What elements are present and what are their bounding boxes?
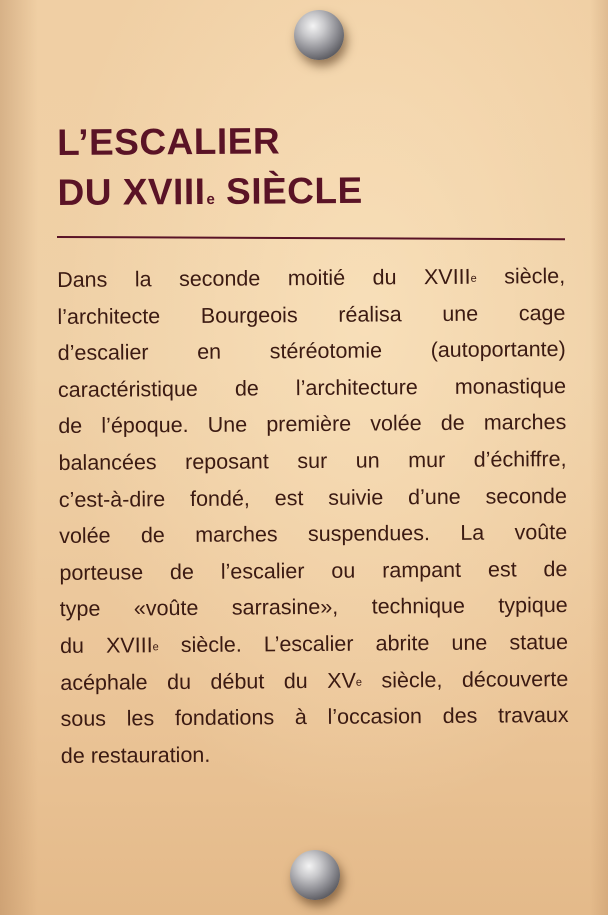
body-line-2: l’architecte Bourgeois réalisa une cage (57, 300, 566, 329)
title-line-2-prefix: DU XVIII (57, 170, 206, 213)
plaque-title (57, 116, 363, 218)
body-line-12-part-b: siècle, découverte (361, 666, 569, 693)
body-line-5: de l’époque. Une première volée de marches (58, 410, 567, 439)
body-line-10: type «voûte sarrasine», technique typique (59, 593, 568, 622)
body-line-4: caractéristique de l’architecture monastique (57, 373, 567, 402)
body-line-13: sous les fondations à l’occasion des travaux (60, 703, 569, 732)
body-line-7: c’est-à-dire fondé, est suivie d’une seconde (58, 483, 567, 512)
title-line-2-suffix: SIÈCLE (215, 169, 363, 212)
body-line-1-part-b: siècle, (476, 264, 566, 289)
title-divider (57, 236, 565, 240)
body-line-11-part-b: siècle. L’escalier abrite une statue (158, 629, 569, 658)
body-line-1 (57, 258, 565, 299)
body-line-14: de restauration. (60, 742, 211, 768)
body-line-8: volée de marches suspendues. La voûte (59, 520, 568, 549)
plaque-body-text (57, 258, 569, 774)
body-line-1-part-a: Dans la seconde moitié du XVIII (57, 264, 471, 292)
body-line-1-sup: e (470, 272, 477, 285)
body-line-11-part-a: du XVIII (59, 633, 153, 658)
body-line-11 (60, 624, 568, 665)
body-line-9: porteuse de l’escalier ou rampant est de (59, 556, 568, 585)
body-line-3: d’escalier en stéréotomie (autoportante) (57, 337, 566, 366)
bottom-bolt-icon (290, 850, 340, 900)
top-bolt-icon (294, 10, 344, 60)
title-line-1: L’ESCALIER (57, 120, 281, 163)
body-line-11-sup: e (152, 641, 159, 654)
body-line-6: balancées reposant sur un mur d’échiffre, (58, 446, 567, 475)
body-line-12-part-a: acéphale du début du XV (60, 668, 356, 695)
body-line-12-sup: e (355, 676, 363, 689)
body-line-12 (60, 661, 568, 702)
title-superscript: e (206, 190, 216, 208)
title-line-2 (57, 170, 362, 213)
